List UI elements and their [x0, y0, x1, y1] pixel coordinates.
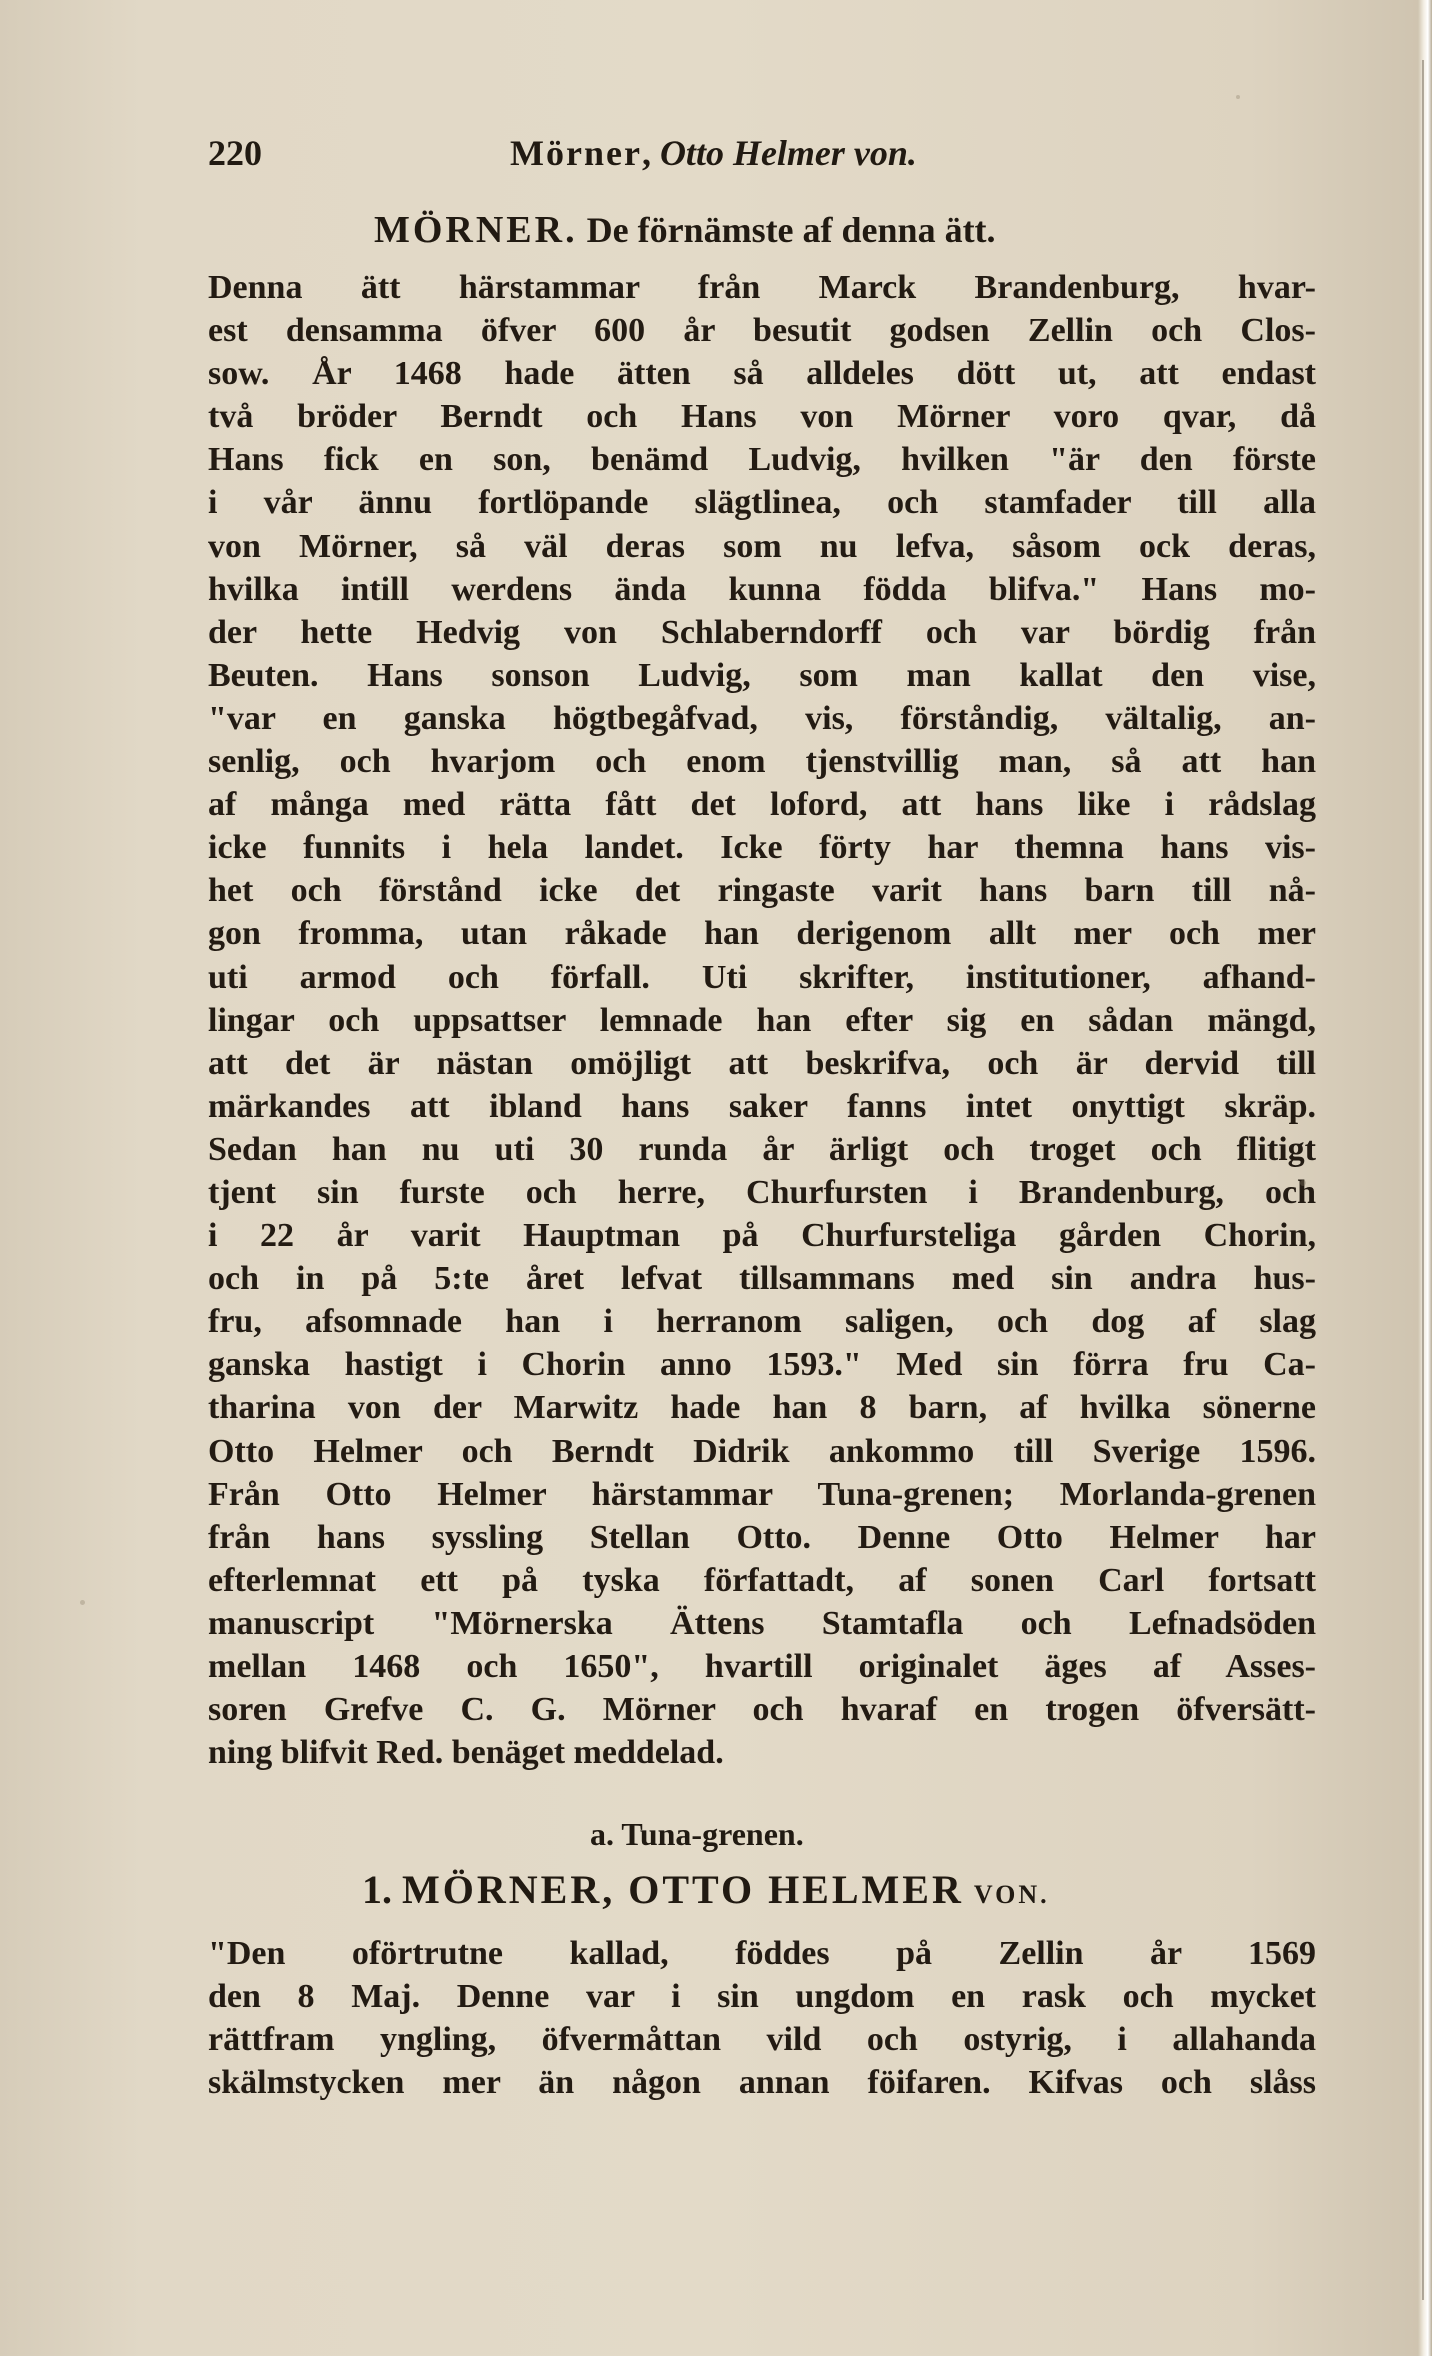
paper-spot — [80, 1600, 85, 1605]
paper-spot — [1300, 1180, 1306, 1186]
entry-name: MÖRNER, OTTO HELMER — [402, 1867, 964, 1912]
entry-text — [208, 1932, 1316, 2104]
text-line: von Mörner, så väl deras som nu lefva, såsom ock deras, — [208, 527, 1316, 565]
text-line: Denna ätt härstammar från Marck Brandenburg, hvar- — [208, 269, 1316, 306]
text-line: märkandes att ibland hans saker fanns intet onyttigt skräp. — [208, 1087, 1316, 1125]
text-line: manuscript "Mörnerska Ättens Stamtafla och Lefnadsöden — [208, 1604, 1316, 1642]
text-line: tjent sin furste och herre, Churfursten i Brandenburg, och — [208, 1173, 1316, 1211]
text-line: fru, afsomnade han i herranom saligen, och dog af slag — [208, 1303, 1316, 1341]
text-line: senlig, och hvarjom och enom tjenstvillig man, så att han — [208, 743, 1316, 781]
text-line: ganska hastigt i Chorin anno 1593." Med sin förra fru Ca- — [208, 1346, 1316, 1384]
entry-heading — [362, 1866, 1050, 1913]
text-line: ning blifvit Red. benäget meddelad. — [208, 1734, 724, 1772]
running-title — [510, 132, 917, 174]
text-line: est densamma öfver 600 år besutit godsen Zellin och Clos- — [208, 312, 1316, 350]
text-line: Från Otto Helmer härstammar Tuna-grenen; Morlanda-grenen — [208, 1475, 1316, 1513]
running-head-sep: , — [641, 133, 660, 173]
text-line: tharina von der Marwitz hade han 8 barn, af hvilka sönerne — [208, 1389, 1316, 1427]
running-head-surname: Mörner — [510, 133, 642, 173]
text-line: i vår ännu fortlöpande slägtlinea, och stamfader till alla — [208, 484, 1316, 522]
text-line: mellan 1468 och 1650", hvartill originalet äges af Asses- — [208, 1648, 1316, 1685]
text-line: och in på 5:te året lefvat tillsammans med sin andra hus- — [208, 1260, 1316, 1298]
text-line: Beuten. Hans sonson Ludvig, som man kallat den vise, — [208, 656, 1316, 694]
text-line: två bröder Berndt och Hans von Mörner voro qvar, då — [208, 398, 1316, 436]
entry-text-line: rättfram yngling, öfvermåttan vild och ostyrig, i allahanda — [208, 2021, 1316, 2059]
entry-text-line: skälmstycken mer än någon annan föifaren. Kifvas och slåss — [208, 2064, 1316, 2102]
paper-spot — [1236, 95, 1240, 99]
page-number: 220 — [208, 133, 262, 173]
section-title — [374, 208, 996, 252]
text-line: Sedan han nu uti 30 runda år ärligt och troget och flitigt — [208, 1130, 1316, 1168]
text-line: lingar och uppsattser lemnade han efter sig en sådan mängd, — [208, 1001, 1316, 1039]
body-text — [208, 266, 1316, 1774]
text-line: "var en ganska högtbegåfvad, vis, förståndig, vältalig, an- — [208, 699, 1316, 737]
running-header — [208, 132, 1338, 180]
text-line: från hans syssling Stellan Otto. Denne Otto Helmer har — [208, 1518, 1316, 1556]
text-line: Otto Helmer och Berndt Didrik ankommo till Sverige 1596. — [208, 1432, 1316, 1470]
text-line: hvilka intill werdens ända kunna födda blifva." Hans mo- — [208, 570, 1316, 608]
text-line: icke funnits i hela landet. Icke förty har themna hans vis- — [208, 829, 1316, 867]
text-line: af många med rätta fått det loford, att hans like i rådslag — [208, 786, 1316, 824]
text-line: Hans fick en son, benämd Ludvig, hvilken "är den förste — [208, 441, 1316, 479]
text-line: soren Grefve C. G. Mörner och hvaraf en trogen öfversätt- — [208, 1691, 1316, 1729]
text-line: i 22 år varit Hauptman på Churfursteliga gården Chorin, — [208, 1217, 1316, 1255]
entry-text-line: "Den oförtrutne kallad, föddes på Zellin år 1569 — [208, 1935, 1316, 1972]
entry-suffix: VON. — [973, 1880, 1050, 1909]
text-line: der hette Hedvig von Schlaberndorff och var bördig från — [208, 613, 1316, 651]
page-fold-line — [1422, 60, 1424, 2300]
text-line: att det är nästan omöjligt att beskrifva, och är dervid till — [208, 1044, 1316, 1082]
page-edge — [1418, 0, 1432, 2356]
branch-heading: a. Tuna-grenen. — [590, 1816, 804, 1852]
text-line: efterlemnat ett på tyska författadt, af sonen Carl fortsatt — [208, 1561, 1316, 1599]
entry-text-line: den 8 Maj. Denne var i sin ungdom en rask och mycket — [208, 1978, 1316, 2016]
running-head-name: Otto Helmer von. — [659, 133, 917, 173]
family-name: MÖRNER. — [374, 209, 578, 251]
title-rest: De förnämste af denna ätt. — [586, 210, 996, 250]
entry-number: 1. — [362, 1867, 392, 1912]
text-line: gon fromma, utan råkade han derigenom allt mer och mer — [208, 915, 1316, 953]
text-line: uti armod och förfall. Uti skrifter, institutioner, afhand- — [208, 958, 1316, 996]
text-line: sow. År 1468 hade ätten så alldeles dött ut, att endast — [208, 355, 1316, 393]
text-line: het och förstånd icke det ringaste varit hans barn till nå- — [208, 872, 1316, 910]
